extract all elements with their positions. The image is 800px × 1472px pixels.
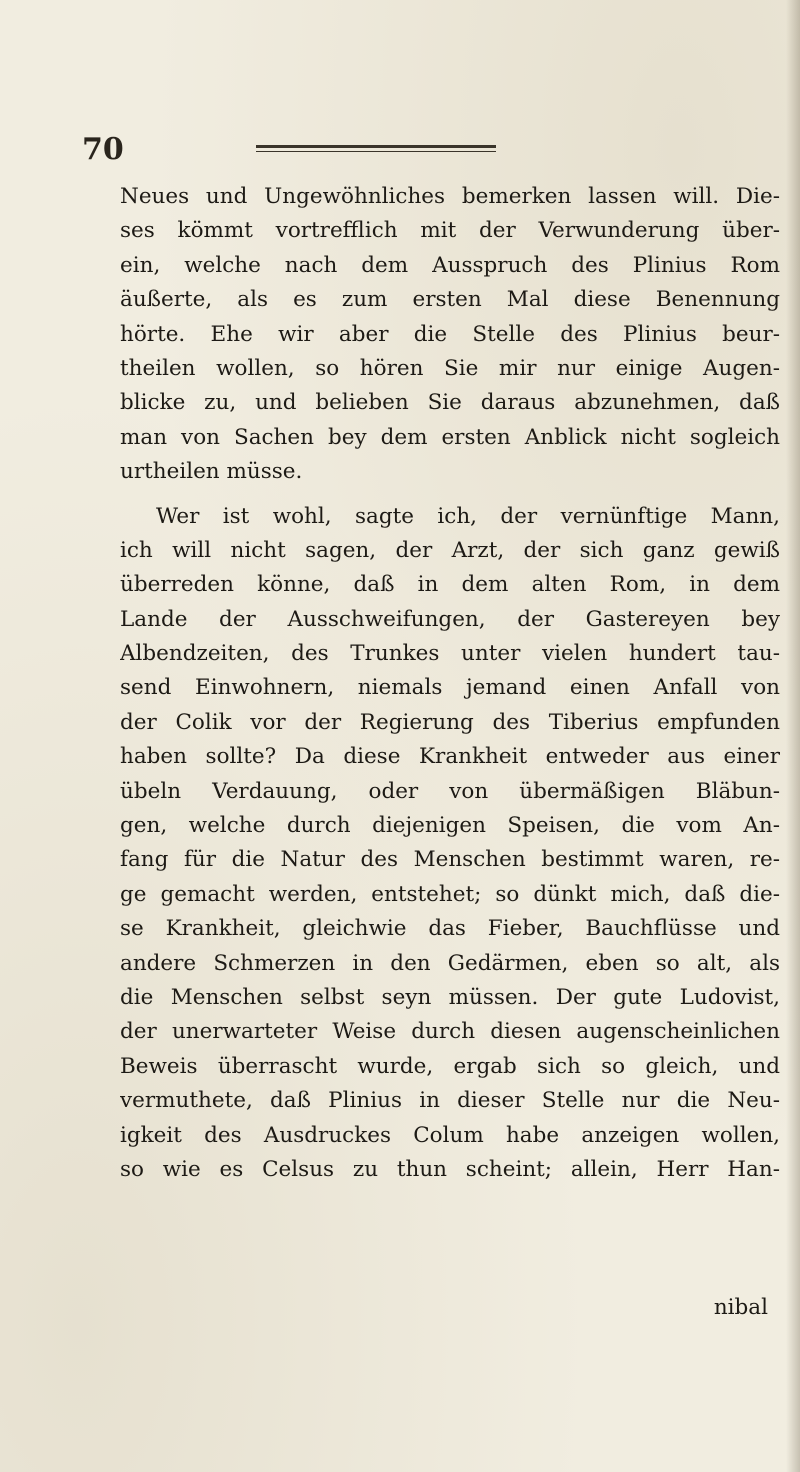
text-line: urtheilen müsse.: [120, 459, 303, 485]
text-line: fang für die Natur des Menschen bestimmt waren, re-: [120, 847, 780, 873]
text-line: Albendzeiten, des Trunkes unter vielen hundert tau-: [120, 641, 780, 667]
text-line: vermuthete, daß Plinius in dieser Stelle nur die Neu-: [120, 1088, 780, 1114]
text-line: hörte. Ehe wir aber die Stelle des Plinius beur-: [120, 321, 780, 347]
text-line: so wie es Celsus zu thun scheint; allein, Herr Han-: [120, 1156, 780, 1182]
text-line: [120, 1256, 780, 1290]
text-line: gen, welche durch diejenigen Speisen, die vom An-: [120, 813, 780, 839]
text-line: äußerte, als es zum ersten Mal diese Benennung: [120, 287, 780, 313]
text-line: theilen wollen, so hören Sie mir nur einige Augen-: [120, 355, 780, 381]
text-line: se Krankheit, gleichwie das Fieber, Bauchflüsse und: [120, 916, 780, 942]
text-line: blicke zu, und belieben Sie daraus abzunehmen, daß: [120, 390, 780, 416]
text-line: der Colik vor der Regierung des Tiberius empfunden: [120, 709, 780, 735]
text-line: Neues und Ungewöhnliches bemerken lassen will. Die-: [120, 184, 780, 209]
page-number: 70: [82, 132, 124, 167]
header-rule-thick: [256, 145, 496, 148]
text-line: die Menschen selbst seyn müssen. Der gute Ludovist,: [120, 984, 780, 1010]
text-line: Wer ist wohl, sagte ich, der vernünftige Mann,: [156, 503, 780, 529]
text-line: [120, 1222, 780, 1256]
text-line: man von Sachen bey dem ersten Anblick nicht sogleich: [120, 424, 780, 450]
page-edge-shadow: [786, 0, 800, 1472]
catchword: nibal: [713, 1294, 768, 1320]
body-text: [120, 180, 780, 1325]
header-rule-thin: [256, 151, 496, 152]
header-rule: [256, 145, 496, 155]
text-line: [120, 1187, 780, 1221]
text-line: igkeit des Ausdruckes Colum habe anzeigen wollen,: [120, 1122, 780, 1148]
text-line: Lande der Ausschweifungen, der Gastereyen bey: [120, 606, 780, 632]
text-line: übeln Verdauung, oder von übermäßigen Bläbun-: [120, 778, 780, 804]
text-line: der unerwarteter Weise durch diesen augenscheinlichen: [120, 1019, 780, 1045]
text-line: ich will nicht sagen, der Arzt, der sich ganz gewiß: [120, 537, 780, 563]
text-line: Beweis überrascht wurde, ergab sich so gleich, und: [120, 1053, 780, 1079]
text-line: ge gemacht werden, entstehet; so dünkt mich, daß die-: [120, 881, 780, 907]
text-line: send Einwohnern, niemals jemand einen Anfall von: [120, 675, 780, 701]
text-line: überreden könne, daß in dem alten Rom, in dem: [120, 572, 780, 598]
text-line: andere Schmerzen in den Gedärmen, eben so alt, als: [120, 950, 780, 976]
text-line: ein, welche nach dem Ausspruch des Plinius Rom: [120, 252, 780, 278]
text-line: ses kömmt vortrefflich mit der Verwunderung über-: [120, 218, 780, 244]
text-line: haben sollte? Da diese Krankheit entweder aus einer: [120, 744, 780, 770]
